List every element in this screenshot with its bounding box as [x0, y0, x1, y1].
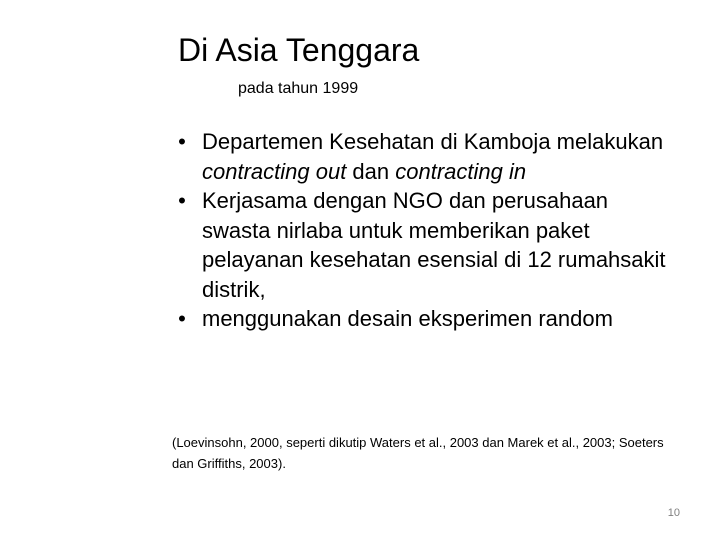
citation: (Loevinsohn, 2000, seperti dikutip Waters et al., 2003 dan Marek et al., 2003; Soeters dan Griffiths, 2003).	[172, 435, 664, 471]
bullet-text: menggunakan desain eksperimen random	[202, 306, 613, 331]
bullet-list	[172, 127, 672, 334]
bullet-text-segment: dan	[346, 158, 396, 184]
bullet-text-italic: contracting out	[202, 158, 347, 184]
bullet-text-italic: contracting in	[395, 158, 527, 184]
bullet-text: Kerjasama dengan NGO dan perusahaan swasta nirlaba untuk memberikan paket pelayanan kesehatan esensial di 12 rumahsakit distrik,	[202, 188, 666, 302]
bullet-icon: •	[178, 129, 186, 154]
bullet-text-segment: Departemen Kesehatan di Kamboja melakukan	[202, 129, 664, 154]
slide-title: Di Asia Tenggara	[178, 32, 420, 68]
page-number: 10	[667, 507, 680, 519]
bullet-item	[172, 127, 672, 186]
bullet-item	[172, 304, 672, 334]
slide-subtitle: pada tahun 1999	[238, 80, 359, 97]
bullet-icon: •	[178, 188, 186, 213]
bullet-icon: •	[178, 306, 186, 331]
bullet-item	[172, 186, 672, 304]
bullet-text	[202, 129, 663, 184]
